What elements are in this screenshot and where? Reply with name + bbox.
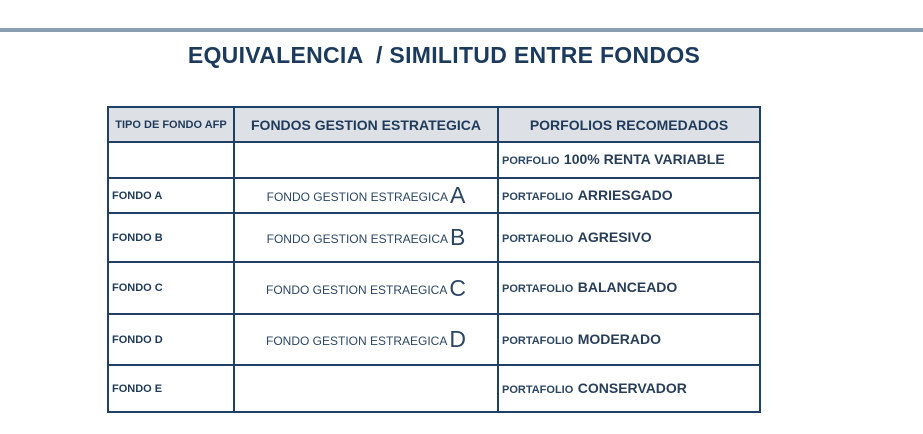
table-row [108, 314, 760, 365]
cell-fondo [234, 142, 498, 178]
cell-fondo [234, 262, 498, 314]
fondo-prefix: FONDO GESTION ESTRAEGICA [266, 282, 448, 297]
portafolio-name: 100% RENTA VARIABLE [563, 151, 725, 167]
cell-portafolio [498, 365, 760, 412]
fondo-prefix: FONDO GESTION ESTRAEGICA [266, 232, 448, 246]
cell-tipo: FONDO D [108, 314, 234, 365]
page-title: EQUIVALENCIA / SIMILITUD ENTRE FONDOS [187, 42, 701, 68]
portafolio-prefix: PORTAFOLIO [502, 283, 574, 295]
header-tipo-fondo: TIPO DE FONDO AFP [108, 107, 234, 142]
portafolio-name: BALANCEADO [577, 279, 678, 295]
cell-tipo: FONDO A [108, 178, 234, 213]
cell-portafolio [498, 178, 760, 213]
cell-tipo: FONDO C [108, 262, 234, 314]
table-row [108, 365, 760, 412]
cell-portafolio [498, 213, 760, 262]
portafolio-prefix: PORTAFOLIO [502, 334, 574, 347]
cell-portafolio [498, 142, 760, 178]
cell-tipo: FONDO B [108, 213, 234, 262]
portafolio-prefix: PORFOLIO [502, 155, 560, 167]
cell-tipo [108, 142, 234, 178]
cell-fondo [234, 365, 498, 412]
fondo-prefix: FONDO GESTION ESTRAEGICA [266, 334, 448, 348]
top-divider [0, 28, 923, 32]
table-row [108, 213, 760, 262]
equivalence-table [107, 106, 761, 413]
fondo-prefix: FONDO GESTION ESTRAEGICA [266, 190, 448, 204]
cell-portafolio [498, 262, 760, 314]
fondo-letter: A [450, 182, 466, 208]
cell-fondo [234, 314, 498, 365]
cell-fondo [234, 178, 498, 213]
cell-tipo: FONDO E [108, 365, 234, 412]
portafolio-name: MODERADO [577, 330, 661, 347]
portafolio-name: ARRIESGADO [577, 186, 673, 203]
header-fondos-gestion: FONDOS GESTION ESTRATEGICA [234, 107, 498, 142]
fondo-letter: B [450, 224, 466, 250]
header-porfolios: PORFOLIOS RECOMEDADOS [498, 107, 760, 142]
table-row [108, 178, 760, 213]
fondo-letter: C [449, 274, 466, 301]
fondo-letter: D [449, 326, 466, 352]
portafolio-prefix: PORTAFOLIO [502, 232, 574, 245]
portafolio-name: AGRESIVO [577, 228, 652, 245]
portafolio-prefix: PORTAFOLIO [502, 190, 574, 203]
cell-portafolio [498, 314, 760, 365]
table-row [108, 142, 760, 178]
portafolio-name: CONSERVADOR [577, 379, 687, 396]
table-row [108, 262, 760, 314]
cell-fondo [234, 213, 498, 262]
table-header-row [108, 107, 760, 142]
portafolio-prefix: PORTAFOLIO [502, 383, 574, 396]
